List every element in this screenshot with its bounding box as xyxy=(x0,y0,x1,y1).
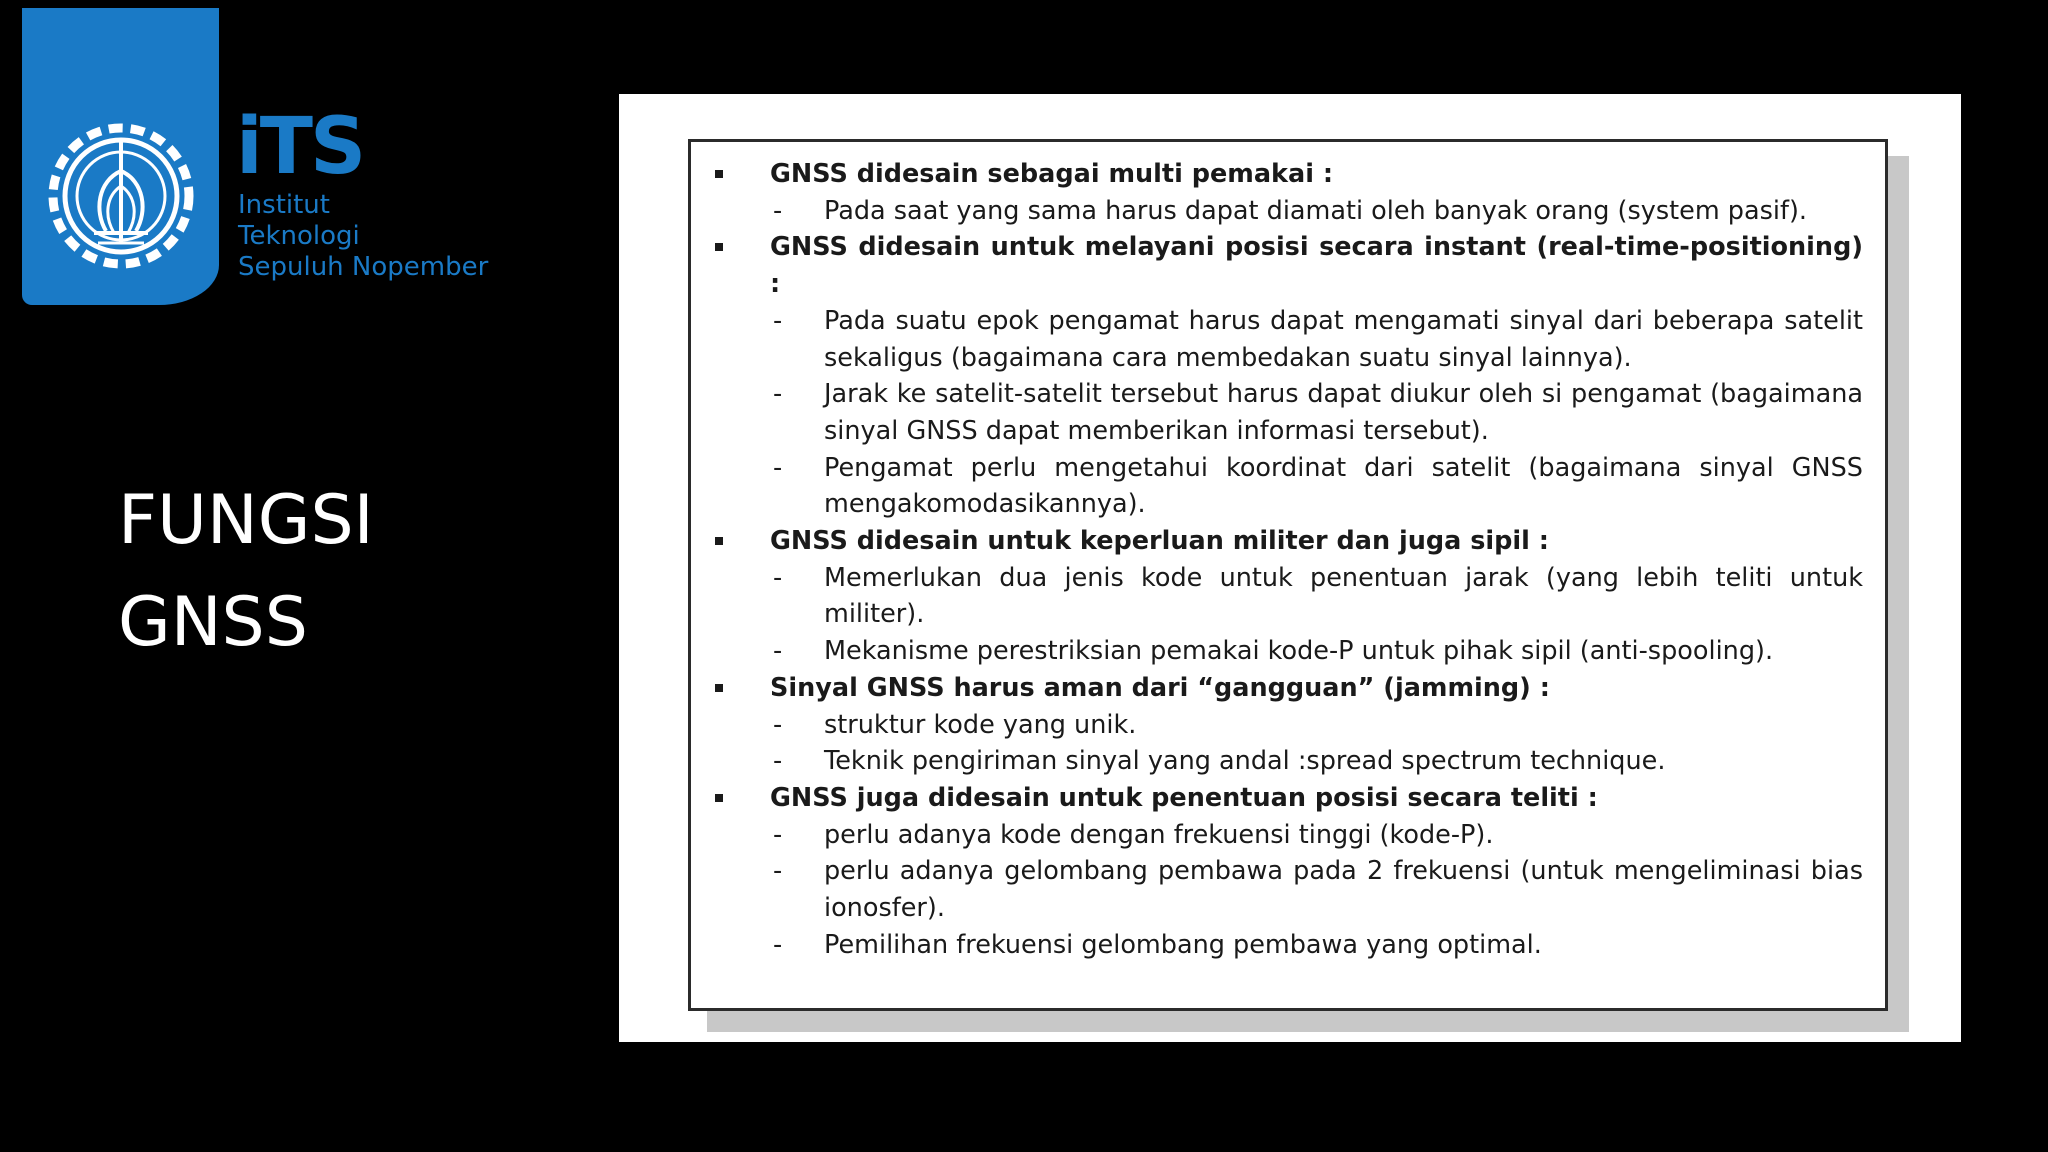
list-item xyxy=(691,303,1885,376)
list-item-text: Teknik pengiriman sinyal yang andal :spread spectrum technique. xyxy=(824,746,1666,777)
list-item-text: Jarak ke satelit-satelit tersebut harus dapat diukur oleh si pengamat (bagaimana sinyal GNSS dapat memberikan informasi tersebut). xyxy=(824,379,1863,446)
list-item xyxy=(691,817,1885,854)
dash-marker: - xyxy=(773,305,783,336)
section-heading: GNSS didesain sebagai multi pemakai : xyxy=(770,159,1334,189)
document-box xyxy=(688,139,1888,1011)
list-item xyxy=(691,560,1885,633)
section-heading: Sinyal GNSS harus aman dari “gangguan” (jamming) : xyxy=(770,672,1550,703)
dash-marker: - xyxy=(773,709,783,740)
dash-marker: - xyxy=(773,819,783,850)
its-institution-name xyxy=(238,190,488,283)
list-item xyxy=(691,633,1885,670)
bullet-icon xyxy=(715,670,725,706)
dash-marker: - xyxy=(773,929,783,960)
list-item-text: Pada suatu epok pengamat harus dapat mengamati sinyal dari beberapa satelit sekaligus (bagaimana cara membedakan suatu sinyal lainnya). xyxy=(824,305,1863,373)
its-wordmark: iTS xyxy=(236,102,364,192)
section-jamming xyxy=(691,670,1885,780)
bullet-icon xyxy=(715,780,725,816)
list-item xyxy=(691,743,1885,780)
its-line-teknologi: Teknologi xyxy=(238,221,360,251)
section-real-time-positioning xyxy=(691,229,1885,523)
its-gear-emblem-icon xyxy=(36,111,206,281)
slide-title xyxy=(118,470,374,674)
bullet-icon xyxy=(715,156,725,192)
its-line-sepuluh-nopember: Sepuluh Nopember xyxy=(238,252,489,282)
slide-title-line-1: FUNGSI xyxy=(118,481,374,560)
list-item-text: Pengamat perlu mengetahui koordinat dari satelit (bagaimana sinyal GNSS mengakomodasikannya). xyxy=(824,452,1863,520)
section-heading: GNSS didesain untuk melayani posisi secara instant (real-time-positioning) : xyxy=(770,232,1863,300)
list-item xyxy=(691,193,1885,230)
document-content xyxy=(691,156,1885,963)
list-item-text: Mekanisme perestriksian pemakai kode-P untuk pihak sipil (anti-spooling). xyxy=(824,636,1774,667)
dash-marker: - xyxy=(773,379,783,410)
dash-marker: - xyxy=(773,452,783,483)
bullet-icon xyxy=(715,229,725,265)
dash-marker: - xyxy=(773,562,783,593)
its-line-institut: Institut xyxy=(238,190,330,220)
dash-marker: - xyxy=(773,636,783,667)
list-item-text: perlu adanya gelombang pembawa pada 2 frekuensi (untuk mengeliminasi bias ionosfer). xyxy=(824,856,1863,924)
dash-marker: - xyxy=(773,856,783,887)
list-item xyxy=(691,450,1885,523)
list-item-text: Pada saat yang sama harus dapat diamati oleh banyak orang (system pasif). xyxy=(824,195,1808,226)
dash-marker: - xyxy=(773,746,783,777)
section-heading: GNSS juga didesain untuk penentuan posisi secara teliti : xyxy=(770,782,1598,813)
bullet-icon xyxy=(715,523,725,559)
its-logo-block xyxy=(22,8,219,305)
section-militer-sipil xyxy=(691,523,1885,670)
list-item-text: Memerlukan dua jenis kode untuk penentuan jarak (yang lebih teliti untuk militer). xyxy=(824,562,1863,630)
list-item-text: perlu adanya kode dengan frekuensi tinggi (kode-P). xyxy=(824,819,1494,850)
list-item xyxy=(691,376,1885,449)
section-multi-pemakai xyxy=(691,156,1885,229)
dash-marker: - xyxy=(773,195,783,226)
list-item xyxy=(691,927,1885,964)
list-item-text: Pemilihan frekuensi gelombang pembawa yang optimal. xyxy=(824,929,1542,960)
list-item xyxy=(691,707,1885,744)
slide-title-line-2: GNSS xyxy=(118,583,308,662)
section-heading: GNSS didesain untuk keperluan militer dan juga sipil : xyxy=(770,526,1549,557)
list-item-text: struktur kode yang unik. xyxy=(824,709,1137,740)
section-posisi-teliti xyxy=(691,780,1885,964)
list-item xyxy=(691,853,1885,926)
